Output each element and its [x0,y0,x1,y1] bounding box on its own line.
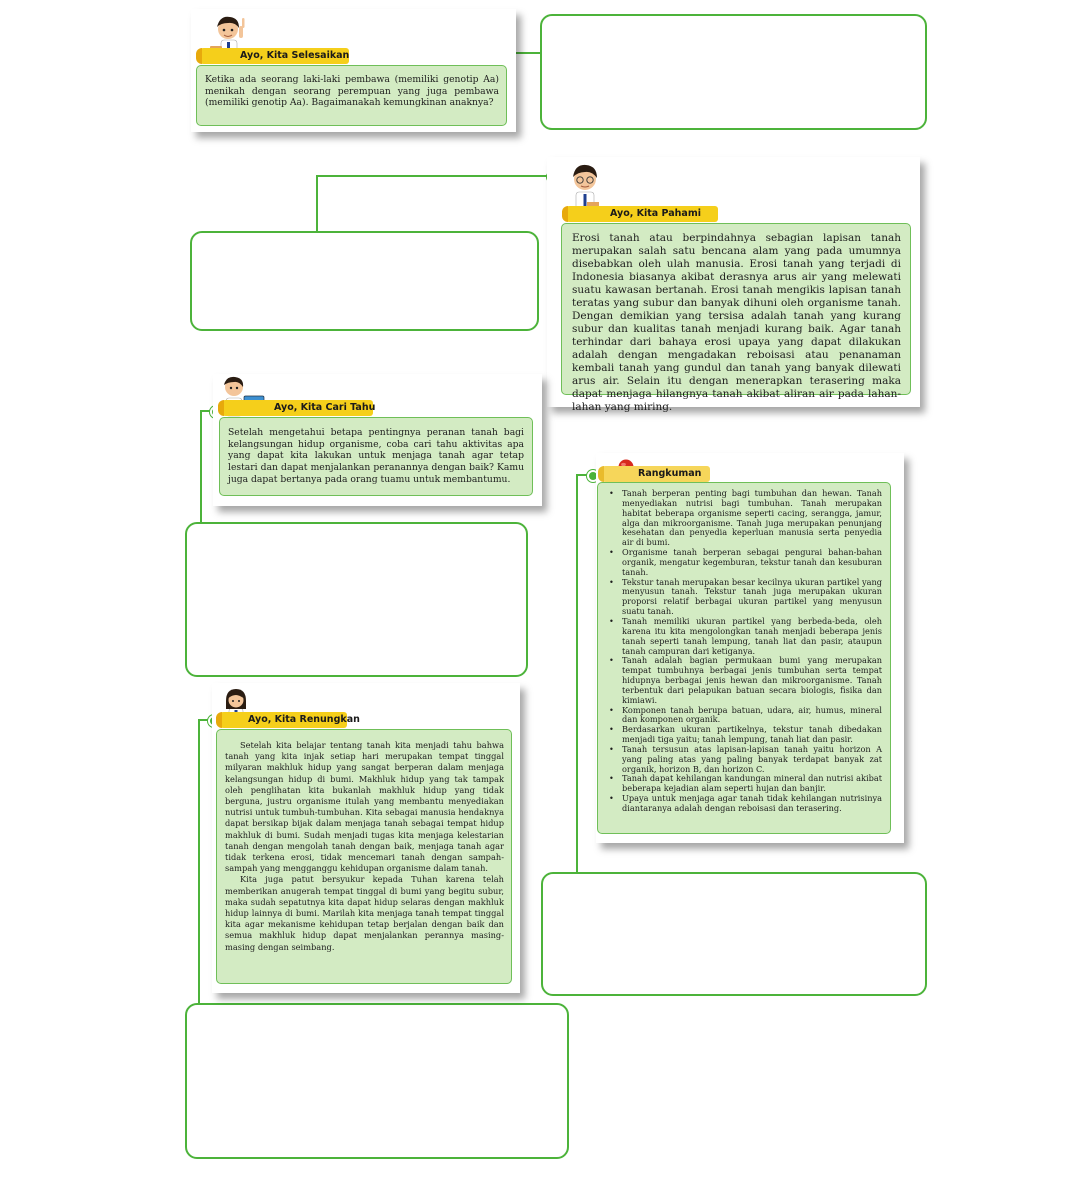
reflection-paragraph: Setelah kita belajar tentang tanah kita menjadi tahu bahwa tanah yang kita injak setiap hari merupakan tempat tinggal milyaran makhluk hidup yang sangat berperan dalam menjaga kelangsungan hidup di bumi. Makhluk hidup yang tak tampak oleh penglihatan kita bukanlah makhluk hidup yang tidak berguna, justru organisme itulah yang membantu menyediakan nutrisi untuk tumbuh-tumbuhan. Kita sebagai manusia hendaknya dapat bersikap bijak dalam menjaga tanah sebagai tempat hidup makhluk di bumi. Sudah menjadi tugas kita menjaga kelestarian tanah dengan mengolah tanah dengan baik, menjaga tanah agar tidak terkena erosi, tidak mencemari tanah dengan sampah-sampah yang mengganggu kehidupan organisme dalam tanah. [225,740,504,874]
answer-box-renungkan[interactable] [185,1003,569,1159]
section-title-rangkuman [598,466,710,482]
list-item: • Tanah tersusun atas lapisan-lapisan tanah yaitu horizon A yang paling atas yang paling banyak terdapat banyak zat organik, horizon B, dan horizon C. [622,745,882,775]
list-item: • Organisme tanah berperan sebagai pengurai bahan-bahan organik, mengatur kegemburan, tekstur tanah dan kesuburan tanah. [622,548,882,578]
summary-list [606,489,882,814]
tag-spine [598,466,604,482]
content-box-rangkuman [597,482,891,834]
list-item: • Tekstur tanah merupakan besar kecilnya ukuran partikel yang menyusun tanah. Tekstur tanah juga merupakan ukuran proporsi relatif berbagai ukuran partikel yang menyusun suatu tanah. [622,578,882,617]
section-title-selesaikan [196,48,349,64]
content-box-cari-tahu [219,417,533,496]
title-text: Ayo, Kita Renungkan [248,714,360,725]
instruction-text: Setelah mengetahui betapa pentingnya peranan tanah bagi kelangsungan hidup organisme, coba cari tahu aktivitas apa yang dapat kita lakukan untuk menjaga tanah agar tetap lestari dan dapat menjalankan peranannya dengan baik? Kamu juga dapat bertanya pada orang tuamu untuk membantumu. [228,427,524,485]
section-title-pahami [562,206,718,222]
title-text: Ayo, Kita Pahami [610,208,701,219]
list-item: • Tanah berperan penting bagi tumbuhan dan hewan. Tanah menyediakan nutrisi bagi tumbuhan. Tanah merupakan habitat beberapa organisme seperti cacing, serangga, jamur, alga dan mikroorganisme. Tanah juga merupakan penunjang kesehatan dan penyedia keperluan manusia serta penyedia air di bumi. [622,489,882,548]
content-box-selesaikan [196,65,507,126]
title-text: Ayo, Kita Cari Tahu [274,402,376,413]
tag-spine [218,400,224,416]
content-box-renungkan [216,729,512,984]
list-item: • Tanah dapat kehilangan kandungan mineral dan nutrisi akibat beberapa kejadian alam seperti hujan dan banjir. [622,774,882,794]
answer-box-pahami[interactable] [190,231,539,331]
list-item: • Tanah memiliki ukuran partikel yang berbeda-beda, oleh karena itu kita mengolongkan tanah menjadi beberapa jenis tanah seperti tanah lempung, tanah liat dan pasir, ataupun tanah campuran dari ketiganya. [622,617,882,656]
tag-spine [196,48,202,64]
tag-spine [216,712,222,728]
connector-line [198,719,200,1004]
section-title-cari-tahu [218,400,376,416]
title-text: Ayo, Kita Selesaikan [240,50,350,61]
answer-box-selesaikan[interactable] [540,14,927,130]
answer-box-cari-tahu[interactable] [185,522,528,677]
content-box-pahami [561,223,911,413]
connector-line [200,410,202,523]
list-item: • Berdasarkan ukuran partikelnya, tekstur tanah dibedakan menjadi tiga yaitu; tanah lempung, tanah liat dan pasir. [622,725,882,745]
list-item: • Tanah adalah bagian permukaan bumi yang merupakan tempat tumbuhnya berbagai jenis tumbuhan serta tempat hidupnya berbagai jenis hewan dan mikroorganisme. Tanah terbentuk dari pelapukan batuan secara biologis, fisika dan kimiawi. [622,656,882,705]
answer-box-rangkuman[interactable] [541,872,927,996]
tag-spine [562,206,568,222]
connector-line [316,175,553,177]
title-text: Rangkuman [638,468,702,479]
list-item: • Komponen tanah berupa batuan, udara, air, humus, mineral dan komponen organik. [622,706,882,726]
explanation-text: Erosi tanah atau berpindahnya sebagian lapisan tanah merupakan salah satu bencana alam yang pada umumnya disebabkan oleh ulah manusia. Erosi tanah yang terjadi di Indonesia biasanya akibat derasnya arus air yang melewati suatu kawasan bertanah. Erosi tanah mengikis lapisan tanah teratas yang subur dan banyak dihuni oleh organisme tanah. Dengan demikian yang tersisa adalah tanah yang kurang subur dan kualitas tanah menjadi kurang baik. Agar tanah terhindar dari bahaya erosi upaya yang dapat dilakukan adalah dengan mengadakan reboisasi atau penanaman kembali tanah yang gundul dan tanah yang banyak dilewati arus air. Selain itu dengan menerapkan terasering maka dapat menjaga hilangnya tanah akibat aliran air pada lahan-lahan yang miring. [572,232,901,413]
connector-line [316,175,318,232]
section-title-renungkan [216,712,360,728]
question-text: Ketika ada seorang laki-laki pembawa (memiliki genotip Aa) menikah dengan seorang perempuan yang juga pembawa (memiliki genotip Aa). Bagaimanakah kemungkinan anaknya? [205,74,499,109]
reflection-paragraph: Kita juga patut bersyukur kepada Tuhan karena telah memberikan anugerah tempat tinggal di bumi yang begitu subur, maka sudah sepatutnya kita dapat hidup selaras dengan makhluk hidup lainnya di bumi. Marilah kita menjaga tanah tempat tinggal kita agar mekanisme kehidupan tetap berjalan dengan baik dan semua makhluk hidup dapat menjalankan perannya masing-masing dengan seimbang. [225,874,504,952]
list-item: • Upaya untuk menjaga agar tanah tidak kehilangan nutrisinya diantaranya adalah dengan reboisasi dan terasering. [622,794,882,814]
connector-line [576,474,578,873]
